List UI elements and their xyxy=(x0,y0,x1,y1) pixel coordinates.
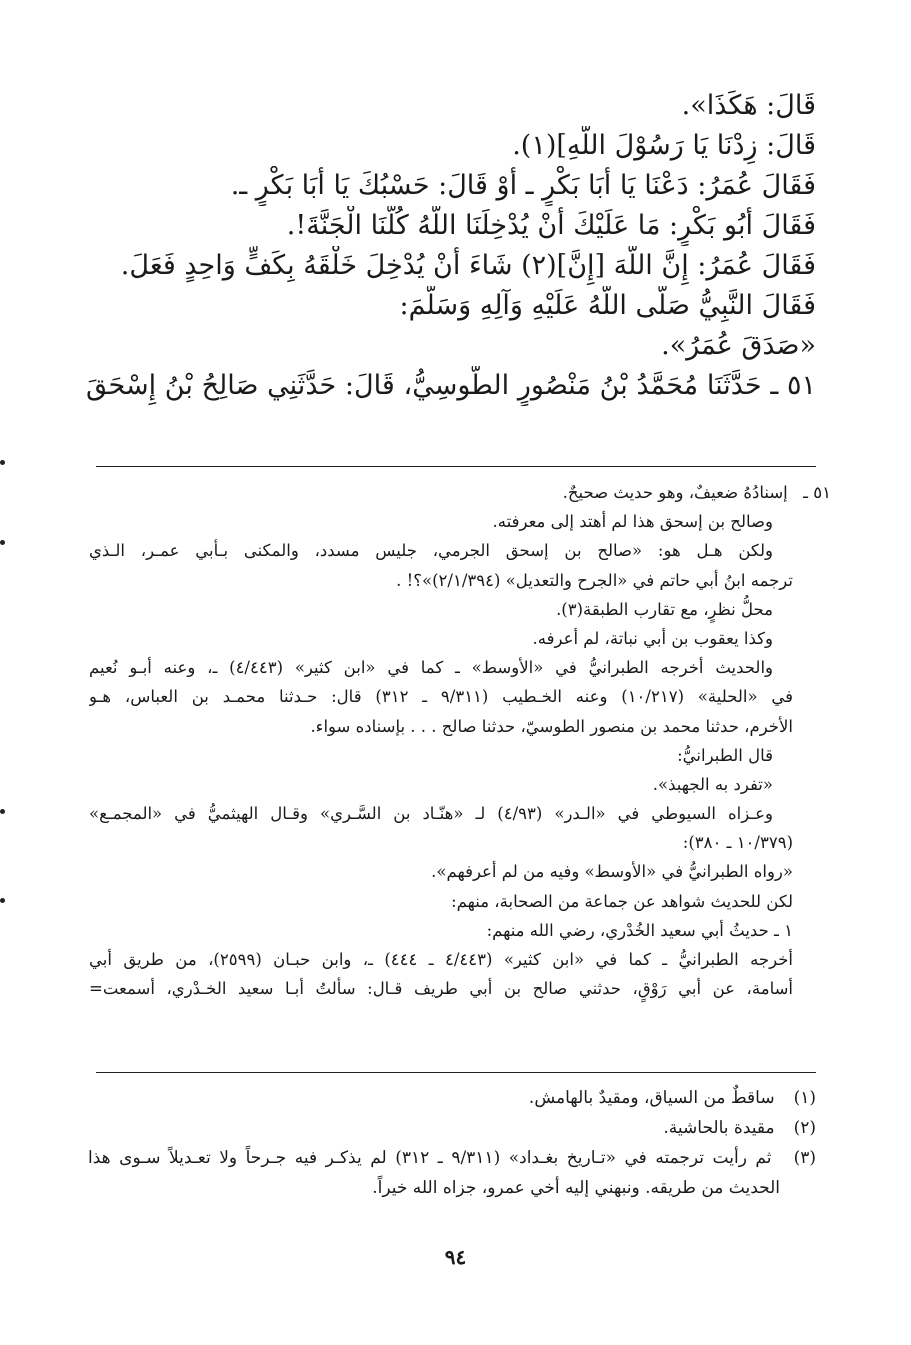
footnote-text: الحديث من طريقه. ونبهني إليه أخي عمرو، جزاه الله خيراً. xyxy=(372,1178,780,1198)
commentary-line: الأخرم، حدثنا محمد بن منصور الطوسيّ، حدثنا صالح . . . بإسناده سواء. xyxy=(310,716,793,736)
footnote xyxy=(88,1143,816,1173)
scan-edge-mark xyxy=(0,898,5,903)
footnote-number: (١) xyxy=(793,1088,816,1108)
main-text-line: قَالَ: هَكَذَا». xyxy=(681,90,816,121)
commentary-line: ١ ـ حديثُ أبي سعيد الخُدْري، رضي الله منهم: xyxy=(486,920,793,940)
commentary-line: لكن للحديث شواهد عن جماعة من الصحابة، منهم: xyxy=(451,891,793,911)
footnote-divider xyxy=(96,1072,816,1073)
main-text-line: فَقَالَ عُمَرُ: إِنَّ اللّهَ [إِنَّ](٢) شَاءَ أَنْ يُدْخِلَ خَلْقَهُ بِكَفٍّ وَاحِدٍ فَعَلَ. xyxy=(120,250,816,281)
commentary-line: «تفرد به الجهبذ». xyxy=(652,774,773,794)
footnote-number: (٢) xyxy=(793,1118,816,1138)
commentary-line: وكذا يعقوب بن أبي نباتة، لم أعرفه. xyxy=(532,628,773,648)
footnotes xyxy=(88,1083,816,1203)
main-text xyxy=(86,86,816,406)
section-divider xyxy=(96,466,816,467)
scan-edge-mark xyxy=(0,809,5,814)
commentary-first-line xyxy=(89,478,831,507)
commentary-line: أخرجه الطبرانيُّ ـ كما في «ابن كثير» (٤/٤٤٣ ـ ٤٤٤) ـ، وابن حبـان (٢٥٩٩)، من طريق أبي xyxy=(89,950,794,969)
footnote-number: (٣) xyxy=(793,1148,816,1168)
hadith-number: ٥١ ـ xyxy=(803,483,831,502)
footnote xyxy=(88,1113,816,1143)
main-text-line: «صَدَقَ عُمَرُ». xyxy=(661,330,816,361)
page-number: ٩٤ xyxy=(444,1245,467,1269)
main-text-line: فَقَالَ أَبُو بَكْرٍ: مَا عَلَيْكَ أَنْ يُدْخِلَنَا اللّهُ كُلَّنَا الْجَنَّةَ!. xyxy=(286,210,816,241)
footnote xyxy=(88,1083,816,1113)
commentary-line: «رواه الطبرانيُّ في «الأوسط» وفيه من لم أعرفهم». xyxy=(431,862,793,882)
footnote-text: ساقطٌ من السياق، ومقيدٌ بالهامش. xyxy=(528,1088,775,1108)
main-text-line: فَقَالَ عُمَرُ: دَعْنَا يَا أَبَا بَكْرٍ ـ أَوْ قَالَ: حَسْبُكَ يَا أَبَا بَكْرٍ ـ. xyxy=(230,170,816,201)
footnote-text: مقيدة بالحاشية. xyxy=(663,1118,775,1138)
main-text-line: قَالَ: زِدْنَا يَا رَسُوْلَ اللّهِ](١). xyxy=(512,130,816,161)
commentary-line: إسنادُهُ ضعيفٌ، وهو حديث صحيحٌ. xyxy=(562,483,788,502)
commentary-line: قال الطبرانيُّ: xyxy=(677,745,773,765)
commentary-line: ترجمه ابنُ أبي حاتم في «الجرح والتعديل» (٢/١/٣٩٤)»؟! . xyxy=(396,570,793,590)
commentary-line: وعـزاه السيوطي في «الـدر» (٤/٩٣) لـ «هنّـاد بن السَّـري» وقـال الهيثميُّ في «المجمـع» xyxy=(89,804,773,824)
footnote-text: ثم رأيت ترجمته في «تـاريخ بغـداد» (٩/٣١١ ـ ٣١٢) لم يذكـر فيه جـرحاً ولا تعـديلاً سـوى هذا xyxy=(88,1148,772,1168)
scan-edge-mark xyxy=(0,540,5,545)
commentary-line: في «الحلية» (١٠/٢١٧) وعنه الخـطيب (٩/٣١١ ـ ٣١٢) قال: حـدثنا محمـد بن العباس، هـو xyxy=(89,687,794,707)
scan-edge-mark xyxy=(0,460,5,465)
footnote-continuation xyxy=(88,1173,816,1203)
commentary-line: محلُّ نظرٍ، مع تقارب الطبقة(٣). xyxy=(556,599,773,619)
main-text-line: ٥١ ـ حَدَّثَنَا مُحَمَّدُ بْنُ مَنْصُورٍ الطُّوسِيُّ، قَالَ: حَدَّثَنِي صَالِحُ بْنُ إِسْحَقَ xyxy=(86,370,816,401)
commentary-line: (١٠/٣٧٩ ـ ٣٨٠): xyxy=(682,833,793,853)
commentary xyxy=(89,478,831,1003)
commentary-line: وصالح بن إسحق هذا لم أهتد إلى معرفته. xyxy=(492,512,773,532)
commentary-line: ولكن هـل هو: «صالح بن إسحق الجرمي، جليس مسدد، والمكنى بـأبي عمـر، الـذي xyxy=(89,541,773,561)
main-text-line: فَقَالَ النَّبِيُّ صَلَّى اللّهُ عَلَيْهِ وَآلِهِ وَسَلَّمَ: xyxy=(399,290,816,321)
commentary-line: أسامة، عن أبي رَوْقٍ، حدثني صالح بن أبي طريف قـال: سألتُ أبـا سعيد الخـدْري، أسمعت= xyxy=(89,979,793,999)
commentary-line: والحديث أخرجه الطبرانيُّ في «الأوسط» ـ كما في «ابن كثير» (٤/٤٤٣) ـ، وعنه أبـو نُعيم xyxy=(89,658,773,678)
